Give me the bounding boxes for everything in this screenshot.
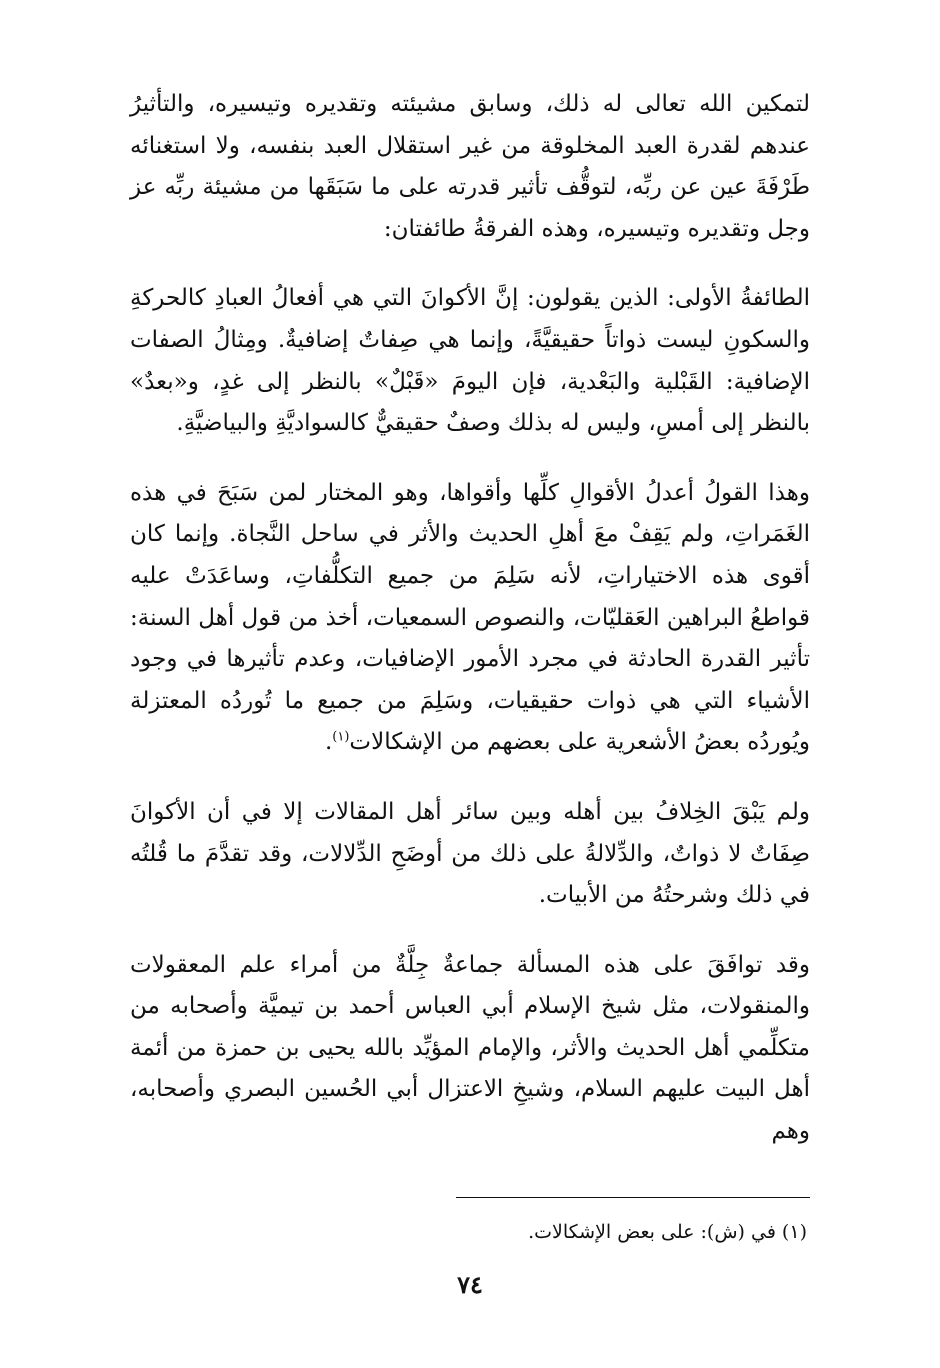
footnote: (١) في (ش): على بعض الإشكالات.	[528, 1221, 807, 1243]
page-body	[130, 84, 810, 1153]
paragraph-3-text: وهذا القولُ أعدلُ الأقوالِ كلِّها وأقواها، وهو المختار لمن سَبَحَ في هذه الغَمَراتِ، ولم يَقِفْ معَ أهلِ الحديث والأثر في ساحل النَّجاة. وإنما كان أقوى هذه الاختياراتِ، لأنه سَلِمَ من جميع التكلُّفاتِ، وساعَدَتْ عليه قواطعُ البراهين العَقليّات، والنصوص السمعيات، أخذ من قول أهل السنة: تأثير القدرة الحادثة في مجرد الأمور الإضافيات، وعدم تأثيرها في وجود الأشياء التي هي ذوات حقيقيات، وسَلِمَ من جميع ما تُوردُه المعتزلة ويُوردُه بعضُ الأشعرية على بعضهم من الإشكالات	[130, 479, 810, 756]
paragraph-4: ولم يَبْقَ الخِلافُ بين أهله وبين سائر أهل المقالات إلا في أن الأكوانَ صِفَاتٌ لا ذواتٌ، والدِّلالةُ على ذلك من أوضَحِ الدِّلالات، وقد تقدَّمَ ما قُلتُه في ذلك وشرحتُهُ من الأبيات.	[130, 798, 810, 909]
paragraph-5: وقد توافَقَ على هذه المسألة جماعةٌ جِلَّةٌ من أمراء علم المعقولات والمنقولات، مثل شيخ الإسلام أبي العباس أحمد بن تيميَّة وأصحابه من متكلِّمي أهل الحديث والأثر، والإمام المؤيِّد بالله يحيى بن حمزة من أئمة أهل البيت عليهم السلام، وشيخِ الاعتزال أبي الحُسين البصري وأصحابه، وهم	[130, 951, 810, 1145]
page-number: ٧٤	[457, 1270, 483, 1299]
paragraph-2: الطائفةُ الأولى: الذين يقولون: إنَّ الأكوانَ التي هي أفعالُ العبادِ كالحركةِ والسكونِ ليست ذواتاً حقيقيَّةً، وإنما هي صِفاتٌ إضافيةٌ. ومِثالُ الصفات الإضافية: القَبْلية والبَعْدية، فإن اليومَ «قَبْلٌ» بالنظر إلى غدٍ، و«بعدٌ» بالنظر إلى أمسِ، وليس له بذلك وصفٌ حقيقيٌّ كالسواديَّةِ والبياضيَّةِ.	[130, 285, 810, 437]
paragraph-1: لتمكين الله تعالى له ذلك، وسابق مشيئته وتقديره وتيسيره، والتأثيرُ عندهم لقدرة العبد المخلوقة من غير استقلال العبد بنفسه، ولا استغنائه طَرْفَةَ عين عن ربِّه، لتوقُّف تأثير قدرته على ما سَبَقَها من مشيئة ربِّه عز وجل وتقديره وتيسيره، وهذه الفرقةُ طائفتان:	[130, 91, 810, 242]
paragraph-3	[130, 473, 810, 764]
paragraph-3-end: .	[324, 729, 333, 756]
footnote-separator	[456, 1197, 810, 1198]
footnote-reference[interactable]: (١)	[332, 729, 350, 745]
